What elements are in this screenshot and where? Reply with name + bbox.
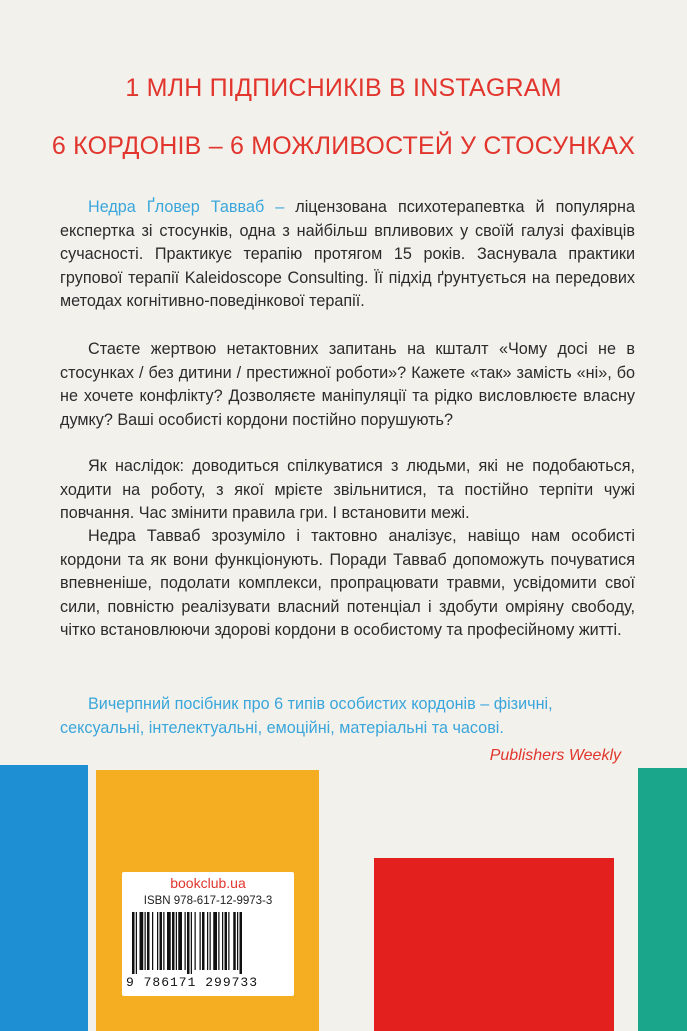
red-paint-stripe <box>374 858 614 1031</box>
headline-boundaries: 6 КОРДОНІВ – 6 МОЖЛИВОСТЕЙ У СТОСУНКАХ <box>51 132 636 160</box>
author-bio-paragraph <box>60 196 635 314</box>
author-name: Недра Ґловер Тавваб – <box>88 198 285 216</box>
publisher-site: bookclub.ua <box>170 875 246 891</box>
questions-paragraph: Стаєте жертвою нетактовних запитань на кшталт «Чому досі не в стосунках / без дитини / престижної роботи»? Кажете «так» замість «ні», бо не хочете конфлікту? Дозволяєте маніпуляції та рідко висловлюєте власну думку? Ваші особисті кордони постійно порушують? <box>60 340 635 429</box>
summary-paragraph: Недра Тавваб зрозуміло і тактовно аналізує, навіщо нам особисті кордони та як вони функціонують. Поради Тавваб допоможуть почуватися впевненіше, подолати комплекси, пропрацювати травми, усвідомити свої сили, повністю реалізувати власний потенціал і здобути омріяну свободу, чітко встановлюючи здорові кордони в особистому та професійному житті. <box>60 527 635 640</box>
barcode-digits: 9 786171 299733 <box>126 975 259 990</box>
consequences-paragraph: Як наслідок: доводиться спілкуватися з людьми, які не подобаються, ходити на роботу, з якої мрієте звільнитися, та постійно терпіти чужі повчання. Час змінити правила гри. І встановити межі. <box>60 457 635 523</box>
barcode-bars <box>130 912 286 974</box>
review-quote: Вичерпний посібник про 6 типів особистих кордонів – фізичні, сексуальні, інтелектуальні, емоційні, матеріальні та часові. <box>60 695 553 737</box>
author-bio-text: ліцензована психотерапевтка й популярна експертка зі стосунків, одна з найбільш впливових у своїй галузі фахівців сучасності. Практикує терапію протягом 15 років. Заснувала практики групової терапії Kaleidoscope Consulting. Її підхід ґрунтується на передових методах когнітивно-поведінкової терапії. <box>60 198 635 311</box>
review-source: Publishers Weekly <box>489 747 621 764</box>
blue-paint-stripe <box>0 765 88 1031</box>
isbn-number: ISBN 978-617-12-9973-3 <box>143 895 273 907</box>
teal-paint-stripe <box>638 768 687 1031</box>
headline-instagram: 1 МЛН ПІДПИСНИКІВ В INSTAGRAM <box>125 74 562 102</box>
barcode-label <box>122 872 294 996</box>
